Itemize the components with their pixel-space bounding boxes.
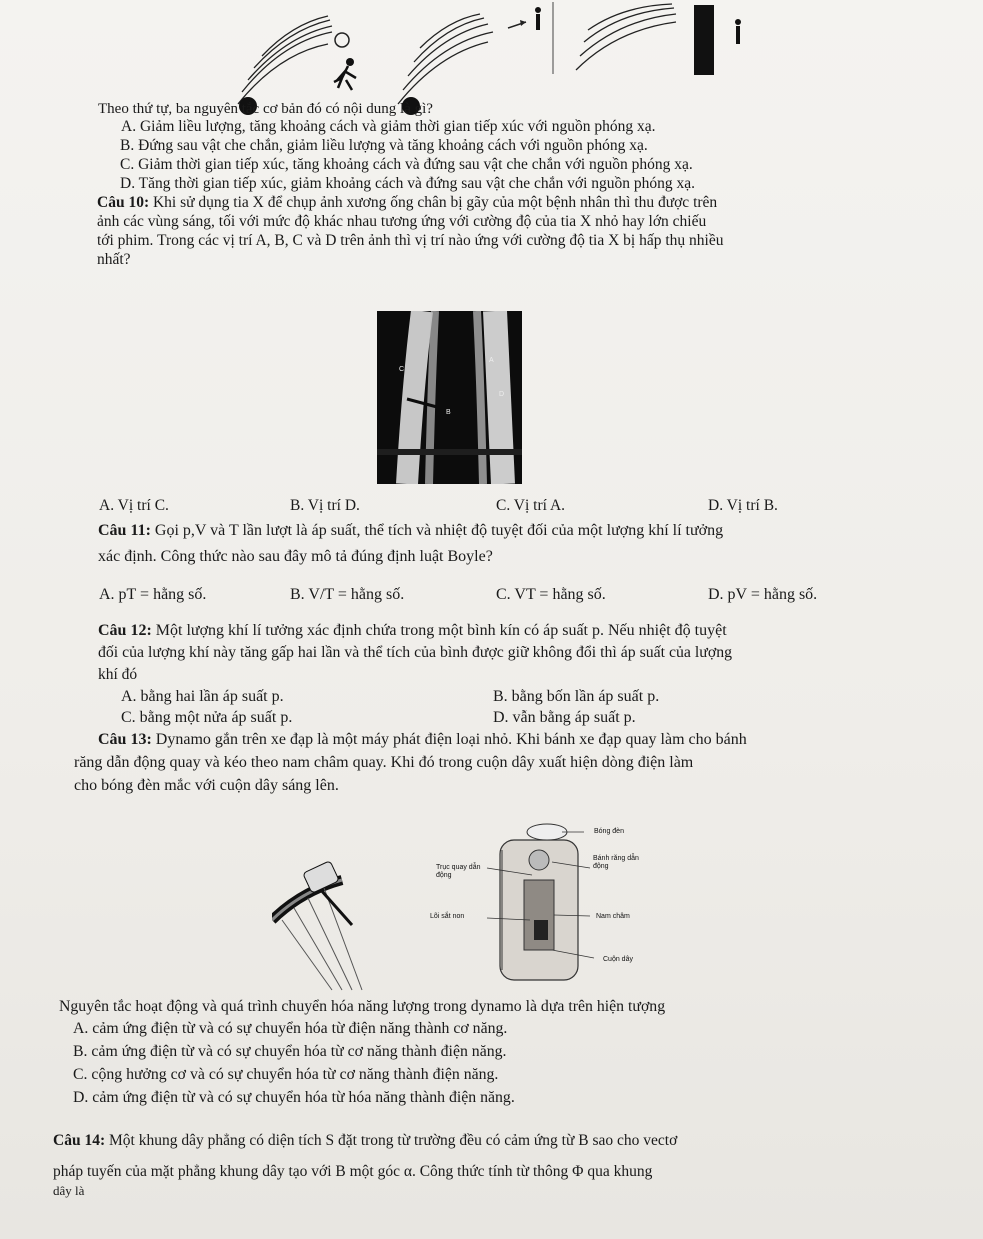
xray-image — [377, 311, 522, 484]
q10-line-3: tới phim. Trong các vị trí A, B, C và D trên ảnh thì vị trí nào ứng với cường độ tia X bị hấp thụ nhiều — [97, 232, 724, 249]
label-banh-rang: Bánh răng dẫn động — [593, 855, 639, 870]
q14-text-1: Một khung dây phẳng có diện tích S đặt trong từ trường đều có cảm ứng từ B sao cho vectơ — [108, 1132, 678, 1149]
dynamo-figure — [272, 820, 602, 995]
q10-text-1: Khi sử dụng tia X để chụp ảnh xương ống chân bị gãy của một bệnh nhân thì thu được trên — [152, 194, 718, 211]
q11-option-c[interactable]: C. VT = hằng số. — [496, 586, 606, 603]
q14-line-1 — [53, 1132, 677, 1150]
q13-line-1 — [98, 731, 747, 749]
q9-option-c[interactable]: C. Giảm thời gian tiếp xúc, tăng khoảng cách và đứng sau vật che chắn với nguồn phóng xạ. — [120, 156, 693, 173]
q10-option-c[interactable]: C. Vị trí A. — [496, 497, 566, 514]
q12-option-c[interactable]: C. bằng một nửa áp suất p. — [121, 709, 293, 726]
q14-line-3: dây là — [53, 1183, 85, 1198]
q9-option-a[interactable]: A. Giảm liều lượng, tăng khoảng cách và giảm thời gian tiếp xúc với nguồn phóng xạ. — [121, 118, 656, 135]
question-stem: Theo thứ tự, ba nguyên tắc cơ bản đó có nội dung là gì? — [98, 101, 433, 117]
q13-option-a[interactable]: A. cảm ứng điện từ và có sự chuyển hóa từ điện năng thành cơ năng. — [73, 1020, 508, 1037]
q9-option-b[interactable]: B. Đứng sau vật che chắn, giảm liều lượng và tăng khoảng cách với nguồn phóng xạ. — [120, 137, 648, 154]
q13-text-1: Dynamo gắn trên xe đạp là một máy phát điện loại nhỏ. Khi bánh xe đạp quay làm cho bánh — [155, 731, 747, 748]
q11-label: Câu 11: — [98, 522, 151, 539]
q13-line-3: cho bóng đèn mắc với cuộn dây sáng lên. — [74, 777, 339, 794]
q13-line-2: răng dẫn động quay và kéo theo nam châm quay. Khi đó trong cuộn dây xuất hiện dòng điện làm — [74, 754, 694, 771]
label-bong-den: Bóng đèn — [594, 828, 624, 835]
q9-option-d[interactable]: D. Tăng thời gian tiếp xúc, giảm khoảng cách và đứng sau vật che chắn với nguồn phóng xạ. — [120, 175, 696, 192]
q12-option-d[interactable]: D. vẫn bằng áp suất p. — [493, 709, 636, 726]
q12-option-b[interactable]: B. bằng bốn lần áp suất p. — [493, 688, 660, 705]
q10-line-2: ảnh các vùng sáng, tối với mức độ khác nhau tương ứng với cường độ của tia X nhỏ hay lớn chiếu — [97, 213, 707, 230]
q13-option-b[interactable]: B. cảm ứng điện từ và có sự chuyển hóa từ cơ năng thành điện năng. — [73, 1043, 507, 1060]
q10-option-b[interactable]: B. Vị trí D. — [290, 497, 360, 514]
xray-label-b: B — [446, 409, 451, 416]
q13-label: Câu 13: — [98, 731, 152, 748]
label-nam-cham: Nam châm — [596, 913, 630, 920]
label-cuon-day: Cuộn dây — [603, 956, 633, 963]
q11-line-1 — [98, 522, 723, 540]
q11-line-2: xác định. Công thức nào sau đây mô tả đúng định luật Boyle? — [98, 548, 493, 565]
q11-option-a[interactable]: A. pT = hằng số. — [99, 586, 207, 603]
q11-option-b[interactable]: B. V/T = hằng số. — [290, 586, 405, 603]
q10-option-d[interactable]: D. Vị trí B. — [708, 497, 778, 514]
q12-line-3: khí đó — [98, 666, 138, 683]
q12-option-a[interactable]: A. bằng hai lần áp suất p. — [121, 688, 284, 705]
q13-stem: Nguyên tắc hoạt động và quá trình chuyển hóa năng lượng trong dynamo là dựa trên hiện tượng — [59, 998, 666, 1015]
q10-option-a[interactable]: A. Vị trí C. — [99, 497, 169, 514]
q12-line-2: đối của lượng khí này tăng gấp hai lần và thể tích của bình được giữ không đổi thì áp suất của lượng — [98, 644, 732, 661]
xray-label-a: A — [489, 357, 494, 364]
q12-label: Câu 12: — [98, 622, 152, 639]
q14-label: Câu 14: — [53, 1132, 106, 1149]
q12-text-1: Một lượng khí lí tưởng xác định chứa trong một bình kín có áp suất p. Nếu nhiệt độ tuyệt — [155, 622, 727, 639]
q11-option-d[interactable]: D. pV = hằng số. — [708, 586, 818, 603]
label-truc-quay: Trục quay dẫn động — [436, 864, 481, 879]
q12-line-1 — [98, 622, 727, 640]
q13-option-c[interactable]: C. cộng hưởng cơ và có sự chuyển hóa từ cơ năng thành điện năng. — [73, 1066, 499, 1083]
q10-line-1 — [97, 194, 717, 212]
q14-line-2: pháp tuyến của mặt phẳng khung dây tạo với B một góc α. Công thức tính từ thông Φ qua khung — [53, 1163, 653, 1180]
q13-option-d[interactable]: D. cảm ứng điện từ và có sự chuyển hóa từ hóa năng thành điện năng. — [73, 1089, 515, 1106]
q11-text-1: Gọi p,V và T lần lượt là áp suất, thể tích và nhiệt độ tuyệt đối của một lượng khí lí tưởng — [154, 522, 724, 539]
xray-label-c: C — [399, 366, 405, 373]
q10-line-4: nhất? — [97, 251, 131, 268]
q10-label: Câu 10: — [97, 194, 150, 211]
label-loi-sat-non: Lõi sắt non — [430, 913, 465, 920]
xray-label-d: D — [499, 391, 505, 398]
